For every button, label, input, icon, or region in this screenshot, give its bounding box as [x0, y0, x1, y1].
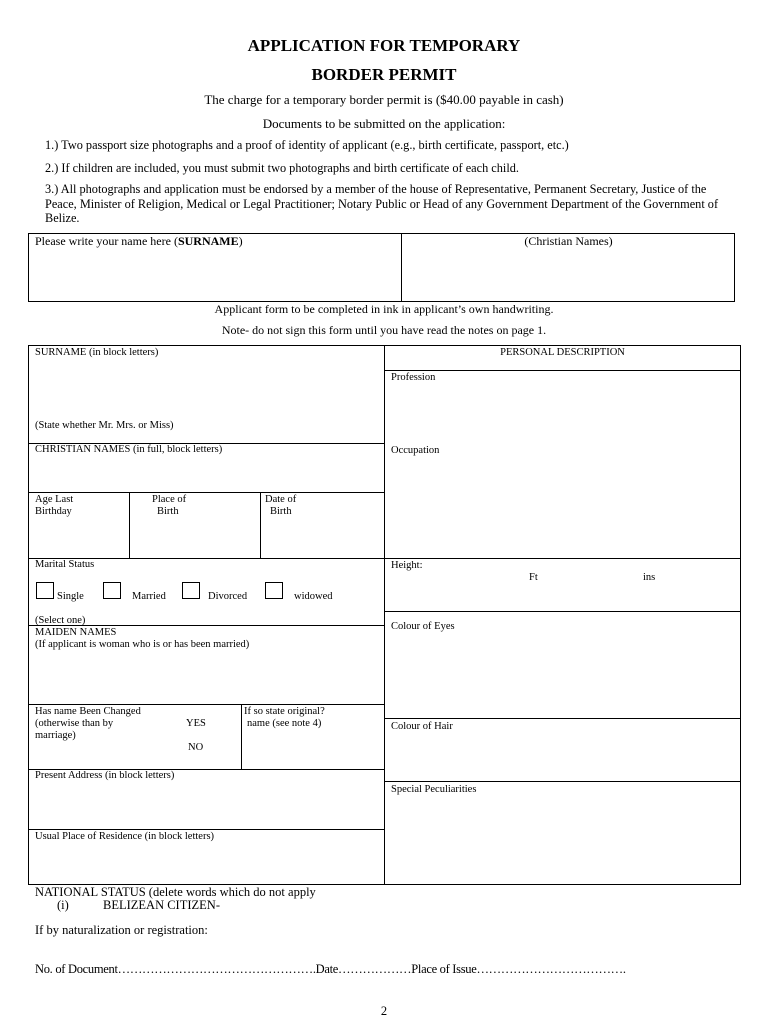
requirement-3: 3.) All photographs and application must be endorsed by a member of the house of Representative, Permanent Secretary, Justice of the Peace, Minister of Religion, Medical or Legal Practitioner; Notary Public or Head of any Government Department of the Government of Belize. [45, 182, 719, 225]
maiden-names-label: MAIDEN NAMES [35, 627, 117, 638]
ink-note: Applicant form to be completed in ink in applicant’s own handwriting. [214, 302, 554, 316]
belizean-citizen-label: BELIZEAN CITIZEN- [103, 898, 220, 912]
widowed-label: widowed [294, 591, 333, 602]
age-label-1: Age Last [35, 494, 74, 505]
original-name-label-1: If so state original? [244, 706, 325, 717]
maiden-names-note: (If applicant is woman who is or has been married) [35, 639, 250, 650]
christian-names-prompt: (Christian Names) [524, 234, 613, 248]
page-number: 2 [380, 1004, 388, 1018]
divorced-label: Divorced [208, 591, 248, 602]
present-address-label: Present Address (in block letters) [35, 770, 175, 781]
surname-prompt-close: ) [238, 234, 243, 248]
title-note-label: (State whether Mr. Mrs. or Miss) [35, 420, 174, 431]
single-label: Single [57, 591, 84, 602]
special-peculiarities-label: Special Peculiarities [391, 784, 477, 795]
belizean-number: (i) [57, 898, 69, 912]
name-changed-label-2: (otherwise than by [35, 718, 114, 729]
feet-label: Ft [529, 572, 538, 583]
colour-hair-label: Colour of Hair [391, 721, 453, 732]
name-changed-label-1: Has name Been Changed [35, 706, 141, 717]
single-checkbox[interactable] [36, 582, 54, 599]
marital-status-label: Marital Status [35, 559, 95, 570]
surname-label: SURNAME (in block letters) [35, 347, 159, 358]
divider-address [28, 829, 385, 830]
occupation-label: Occupation [391, 445, 440, 456]
age-label-2: Birthday [35, 506, 72, 517]
documents-heading: Documents to be submitted on the application: [262, 116, 506, 131]
document-details-line: No. of Document………………………………………….Date………………Place of Issue………………………………. [35, 962, 626, 976]
divider-occupation [384, 558, 741, 559]
date-birth-label-2: Birth [270, 506, 292, 517]
charge-text: The charge for a temporary border permit is ($40.00 payable in cash) [204, 92, 564, 107]
title-line-2: BORDER PERMIT [311, 65, 457, 84]
colour-eyes-label: Colour of Eyes [391, 621, 455, 632]
profession-label: Profession [391, 372, 436, 383]
sign-note: Note- do not sign this form until you have read the notes on page 1. [221, 323, 547, 337]
original-name-label-2: name (see note 4) [247, 718, 322, 729]
requirement-1: 1.) Two passport size photographs and a proof of identity of applicant (e.g., birth certificate, passport, etc.) [45, 138, 569, 152]
christian-names-label: CHRISTIAN NAMES (in full, block letters) [35, 444, 223, 455]
naturalization-label: If by naturalization or registration: [35, 923, 208, 937]
height-label: Height: [391, 560, 423, 571]
inches-label: ins [643, 572, 656, 583]
personal-description-column [384, 345, 741, 885]
place-birth-label-2: Birth [157, 506, 179, 517]
date-birth-label-1: Date of [265, 494, 297, 505]
name-changed-label-3: marriage) [35, 730, 76, 741]
divider-age [129, 492, 130, 558]
divider-name-change [241, 704, 242, 770]
divider-maiden [28, 704, 385, 705]
place-birth-label-1: Place of [152, 494, 187, 505]
yes-option[interactable]: YES [186, 718, 206, 729]
personal-description-header: PERSONAL DESCRIPTION [500, 347, 625, 358]
divider-hair [384, 781, 741, 782]
divorced-checkbox[interactable] [182, 582, 200, 599]
divider-height [384, 611, 741, 612]
no-option[interactable]: NO [188, 742, 204, 753]
select-one-label: (Select one) [35, 615, 86, 626]
usual-residence-label: Usual Place of Residence (in block letters) [35, 831, 215, 842]
divider-pd-header [384, 370, 741, 371]
requirement-2: 2.) If children are included, you must submit two photographs and birth certificate of each child. [45, 161, 519, 175]
married-label: Married [132, 591, 166, 602]
surname-prompt [35, 234, 243, 249]
divider-christian [28, 492, 385, 493]
surname-prompt-text: Please write your name here ( [35, 234, 178, 248]
divider-eyes [384, 718, 741, 719]
surname-prompt-bold: SURNAME [177, 234, 239, 248]
married-checkbox[interactable] [103, 582, 121, 599]
widowed-checkbox[interactable] [265, 582, 283, 599]
title-line-1: APPLICATION FOR TEMPORARY [247, 36, 521, 55]
divider-place [260, 492, 261, 558]
national-status-label: NATIONAL STATUS (delete words which do not apply [35, 885, 316, 899]
